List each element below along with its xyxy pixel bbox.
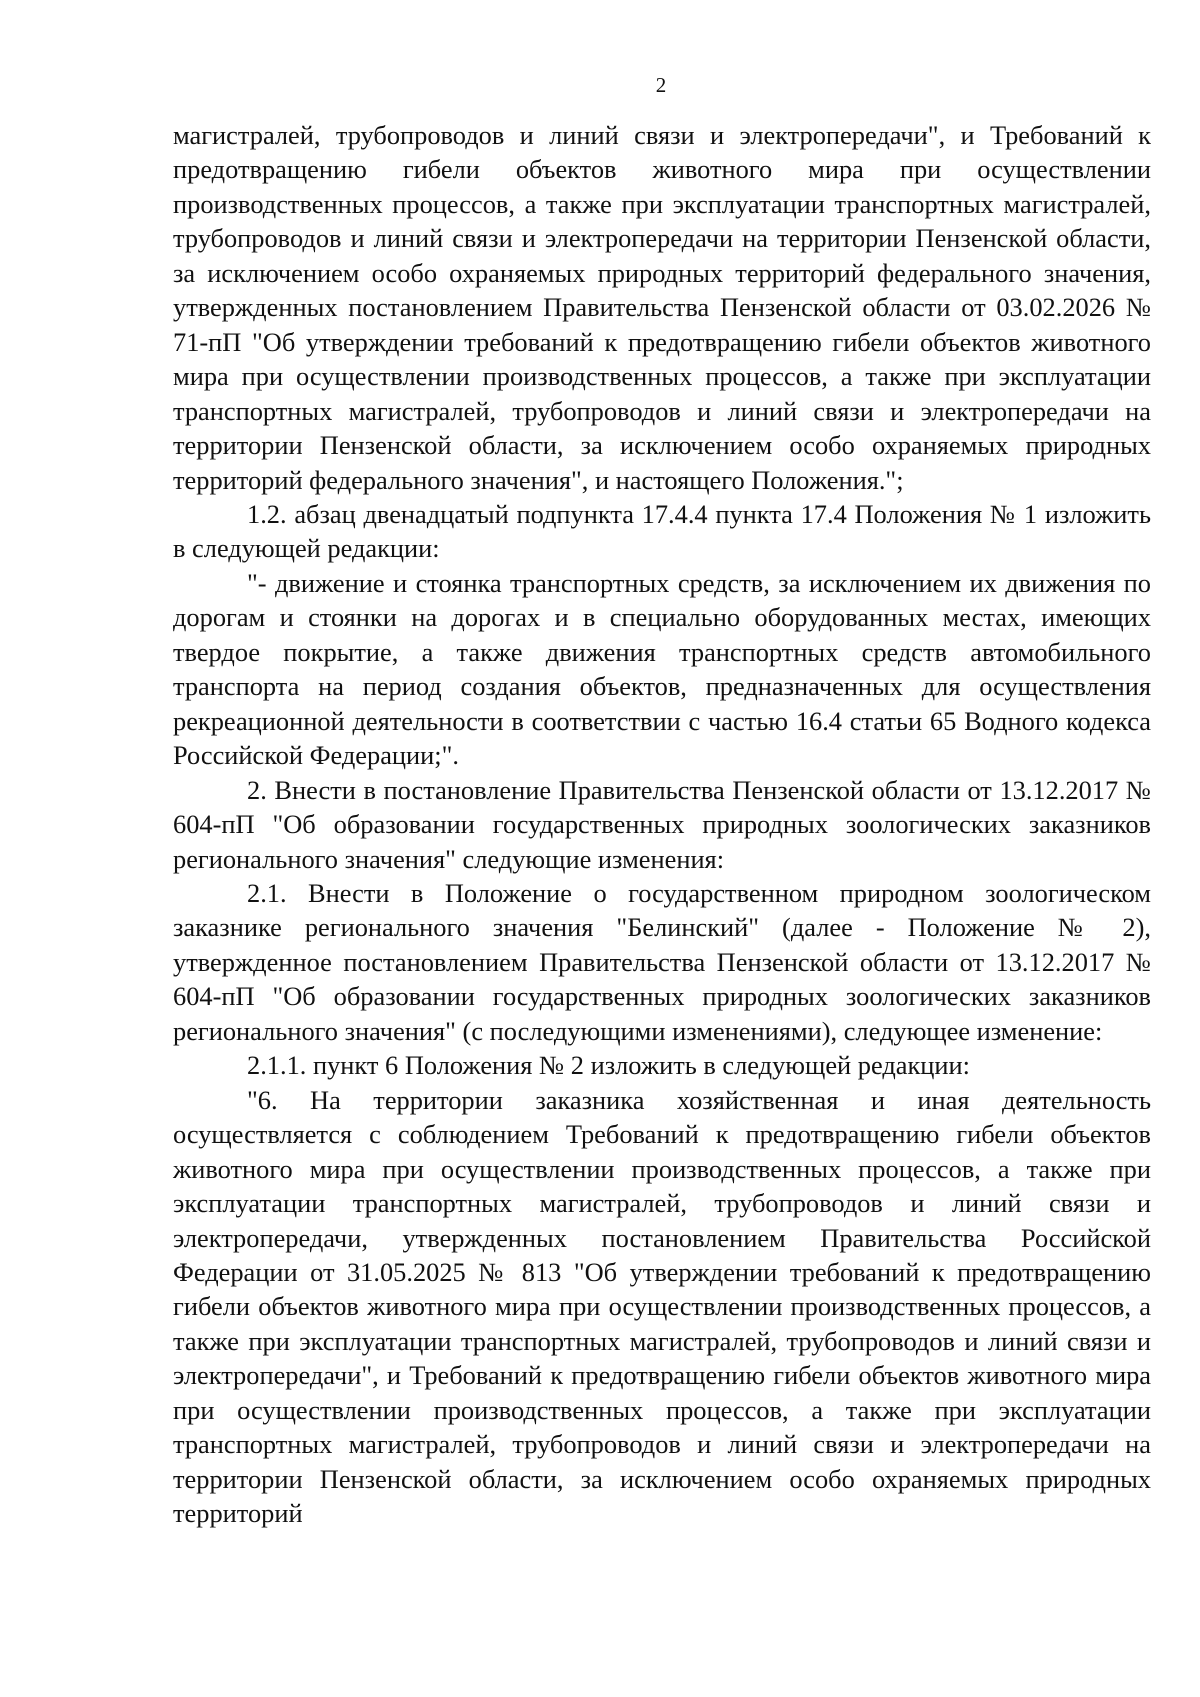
paragraph-clause-1-2: 1.2. абзац двенадцатый подпункта 17.4.4 пункта 17.4 Положения № 1 изложить в следующей редакции: bbox=[173, 498, 1151, 564]
paragraph-clause-2: 2. Внести в постановление Правительства Пензенской области от 13.12.2017 № 604-пП "Об образовании государственных природных зоологических заказников регионального значения" следующие изменения: bbox=[173, 774, 1151, 874]
paragraph-clause-2-1: 2.1. Внести в Положение о государственном природном зоологическом заказнике регионального значения "Белинский" (далее - Положение № 2), утвержденное постановлением Правительства Пензенской области от 13.12.2017 № 604-пП "Об образовании государственных природных зоологических заказников регионального значения" (с последующими изменениями), следующее изменение: bbox=[173, 877, 1151, 1046]
page-number: 2 bbox=[655, 73, 667, 97]
paragraph-clause-2-1-1: 2.1.1. пункт 6 Положения № 2 изложить в следующей редакции: bbox=[247, 1050, 970, 1081]
paragraph-continuation: магистралей, трубопроводов и линий связи и электропередачи", и Требований к предотвращению гибели объектов животного мира при осуществлении производственных процессов, а также при эксплуатации транспортных магистралей, трубопроводов и линий связи и электропередачи на территории Пензенской области, за исключением особо охраняемых природных территорий федерального значения, утвержденных постановлением Правительства Пензенской области от 03.02.2026 № 71-пП "Об утверждении требований к предотвращению гибели объектов животного мира при осуществлении производственных процессов, а также при эксплуатации транспортных магистралей, трубопроводов и линий связи и электропередачи на территории Пензенской области, за исключением особо охраняемых природных территорий федерального значения", и настоящего Положения."; bbox=[173, 120, 1151, 495]
paragraph-clause-1-2-quote: "- движение и стоянка транспортных средств, за исключением их движения по дорогам и стоянки на дорогах и в специально оборудованных местах, имеющих твердое покрытие, а также движения транспортных средств автомобильного транспорта на период создания объектов, предназначенных для осуществления рекреационной деятельности в соответствии с частью 16.4 статьи 65 Водного кодекса Российской Федерации;". bbox=[173, 567, 1151, 771]
paragraph-clause-6-quote: "6. На территории заказника хозяйственная и иная деятельность осуществляется с соблюдением Требований к предотвращению гибели объектов животного мира при осуществлении производственных процессов, а также при эксплуатации транспортных магистралей, трубопроводов и линий связи и электропередачи, утвержденных постановлением Правительства Российской Федерации от 31.05.2025 № 813 "Об утверждении требований к предотвращению гибели объектов животного мира при осуществлении производственных процессов, а также при эксплуатации транспортных магистралей, трубопроводов и линий связи и электропередачи", и Требований к предотвращению гибели объектов животного мира при осуществлении производственных процессов, а также при эксплуатации транспортных магистралей, трубопроводов и линий связи и электропередачи на территории Пензенской области, за исключением особо охраняемых природных территорий bbox=[173, 1084, 1151, 1529]
document-body bbox=[173, 118, 1151, 1531]
